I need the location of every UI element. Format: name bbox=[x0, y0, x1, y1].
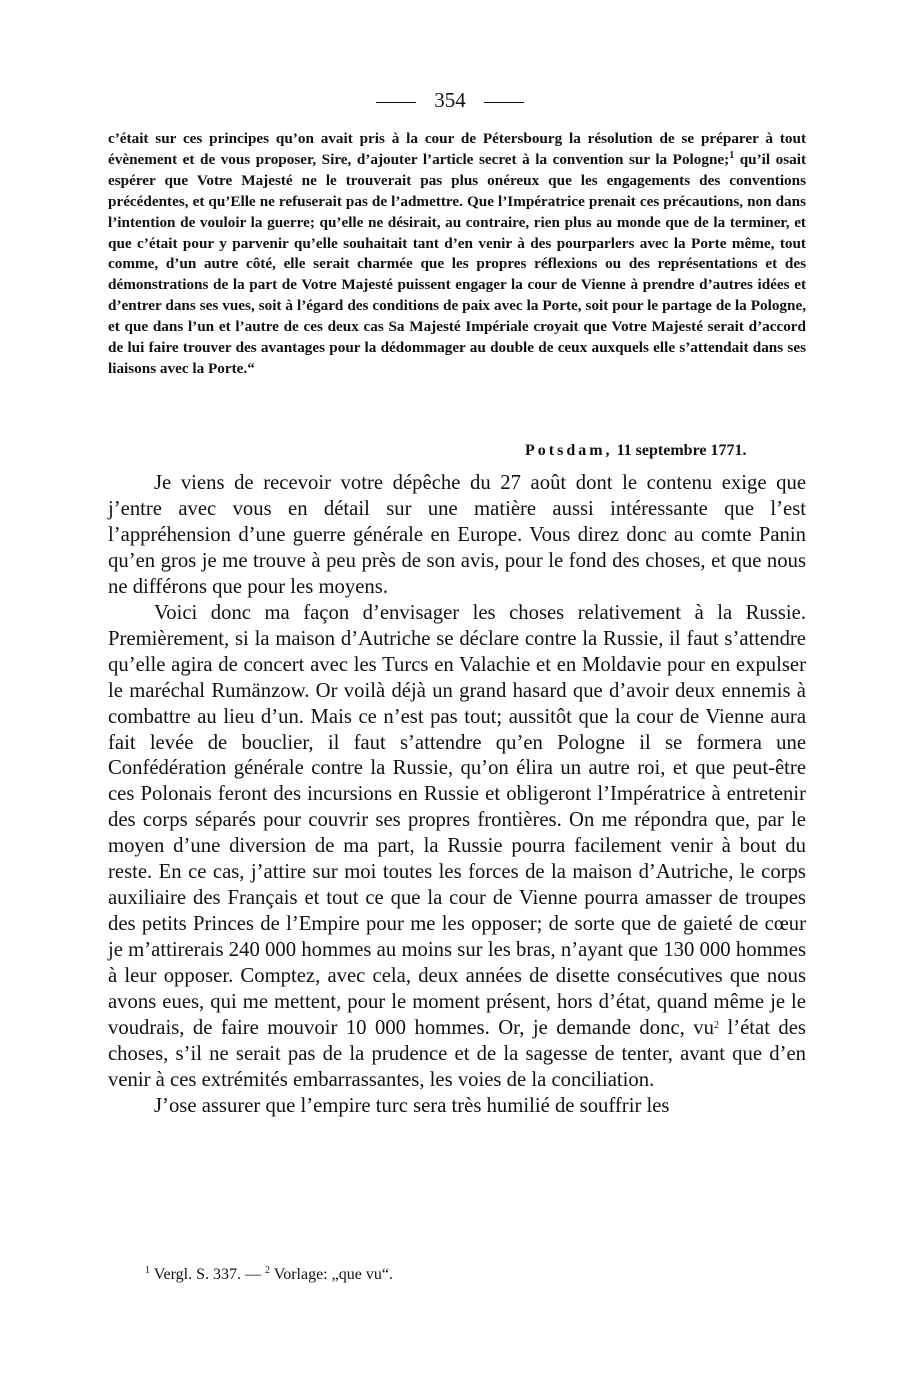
footnote-1-text: Vergl. S. 337. — bbox=[150, 1266, 265, 1283]
dateline bbox=[525, 440, 746, 462]
quoted-report bbox=[108, 129, 806, 380]
paragraph-2-text-part2: l’état des choses, s’il ne serait pas de la prudence et de la sagesse de tenter, avant que d’en venir à ces extrémités embarrassantes, les voies de la conciliation. bbox=[108, 1017, 806, 1091]
header-rule-right bbox=[484, 102, 524, 103]
footnote-1-marker: 1 bbox=[145, 1265, 150, 1276]
quoted-report-text bbox=[108, 129, 806, 380]
paragraph-3: J’ose assurer que l’empire turc sera très humilié de souffrir les bbox=[154, 1094, 670, 1117]
dateline-place: Potsdam, bbox=[525, 442, 613, 459]
dateline-date: 11 septembre 1771. bbox=[616, 442, 747, 459]
quote-text-part1: c’était sur ces principes qu’on avait pris à la cour de Pétersbourg la résolution de se préparer à tout évènement et de vous proposer, Sire, d’ajouter l’article secret à la convention sur la Pologne; bbox=[108, 130, 806, 168]
quote-text-part2: qu’il osait espérer que Votre Majesté ne le trouverait pas plus onéreux que les engagements des conventions précédentes, et qu’Elle ne refuserait pas de l’admettre. Que l’Impératrice prenait ces précautions, non dans l’intention de vouloir la guerre; qu’elle ne désirait, au contraire, rien plus au monde que de la terminer, et que c’était pour y parvenir qu’elle souhaitait tant d’en venir à des pourparlers avec la Porte même, tout comme, d’un autre côté, elle serait charmée que les propres réflexions ou des représentations et des démonstrations de la part de Votre Majesté puissent engager la cour de Vienne à prendre d’autres idées et d’entrer dans ses vues, soit à l’égard des conditions de paix avec la Porte, soit pour le partage de la Pologne, et que dans l’un et l’autre de ces deux cas Sa Majesté Impériale croyait que Votre Majesté serait d’accord de lui faire trouver des avantages pour la dédommager au double de ceux auxquels elle s’attendait dans ses liaisons avec la Porte.“ bbox=[108, 150, 806, 377]
letter-body bbox=[108, 471, 806, 1120]
footnote-marker-1: 1 bbox=[729, 149, 735, 161]
footnote-marker-2: 2 bbox=[713, 1020, 719, 1032]
page-number: 354 bbox=[434, 88, 466, 112]
footnote-2-text: Vorlage: „que vu“. bbox=[269, 1266, 393, 1283]
paragraph-2-text-part1: Voici donc ma façon d’envisager les choses relativement à la Russie. Premièrement, si la maison d’Autriche se déclare contre la Russie, il faut s’attendre qu’elle agira de concert avec les Turcs en Valachie et en Moldavie pour en expulser le maréchal Rumänzow. Or voilà déjà un grand hasard que d’avoir deux ennemis à combattre au lieu d’un. Mais ce n’est pas tout; aussitôt que la cour de Vienne aura fait levée de bouclier, il faut s’attendre qu’en Pologne il se formera une Confédération générale contre la Russie, qu’on élira un autre roi, et que peut-être ces Polonais feront des incursions en Russie et obligeront l’Impératrice à entretenir des corps séparés pour couvrir ses propres frontières. On me répondra que, par le moyen d’une diversion de ma part, la Russie pourra facilement venir à bout du reste. En ce cas, j’attire sur moi toutes les forces de la maison d’Autriche, le corps auxiliaire des Français et tout ce que la cour de Vienne pourra amasser de troupes des petits Princes de l’Empire pour me les opposer; de sorte que de gaieté de cœur je m’attirerais 240 000 hommes au moins sur les bras, n’ayant que 130 000 hommes à leur opposer. Comptez, avec cela, deux années de disette consécutives que nous avons eues, qui me mettent, pour le moment présent, hors d’état, quand même je le voudrais, de faire mouvoir 10 000 hommes. Or, je demande donc, vu bbox=[108, 601, 806, 1040]
footnote-2-marker: 2 bbox=[264, 1265, 270, 1276]
footnotes bbox=[145, 1264, 393, 1286]
paragraph-2 bbox=[108, 601, 806, 1094]
paragraph-1: Je viens de recevoir votre dépêche du 27 août dont le contenu exige que j’entre avec vous en détail sur une matière aussi intéressante que l’est l’appréhension d’une guerre générale en Europe. Vous direz donc au comte Panin qu’en gros je me trouve à peu près de son avis, pour le fond des choses, et que nous ne différons que pour les moyens. bbox=[108, 472, 806, 598]
page-header bbox=[0, 86, 900, 114]
header-rule-left bbox=[376, 102, 416, 103]
